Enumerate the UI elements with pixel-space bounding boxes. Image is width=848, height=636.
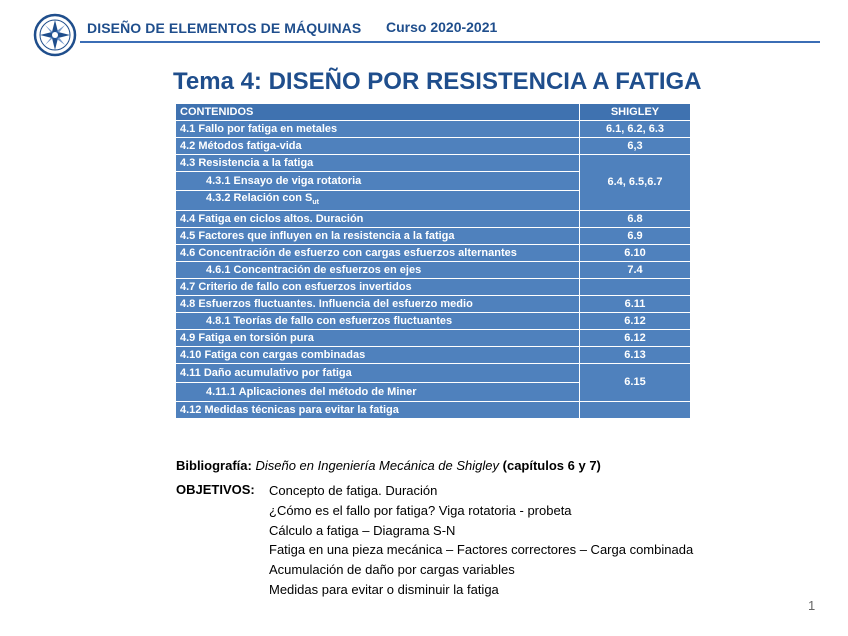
- topic-cell: 4.9 Fatiga en torsión pura: [176, 330, 580, 347]
- reference-cell: 6.10: [580, 245, 691, 262]
- topic-text: 4.3.2 Relación con S: [206, 192, 313, 204]
- topic-cell: 4.11 Daño acumulativo por fatiga: [176, 364, 580, 383]
- table-header-row: [176, 104, 691, 121]
- reference-cell: 6.4, 6.5,6.7: [580, 155, 691, 211]
- objective-item: Concepto de fatiga. Duración: [269, 483, 438, 498]
- topic-cell: 4.4 Fatiga en ciclos altos. Duración: [176, 211, 580, 228]
- table-row: [176, 347, 691, 364]
- table-row: [176, 245, 691, 262]
- reference-cell: 6.12: [580, 330, 691, 347]
- reference-cell: 6.11: [580, 296, 691, 313]
- reference-cell: 6.9: [580, 228, 691, 245]
- table-row: [176, 402, 691, 419]
- topic-cell: [176, 191, 580, 211]
- topic-cell: 4.5 Factores que influyen en la resistencia a la fatiga: [176, 228, 580, 245]
- table-row: [176, 313, 691, 330]
- course-title: DISEÑO DE ELEMENTOS DE MÁQUINAS: [87, 20, 362, 36]
- topic-cell: 4.2 Métodos fatiga-vida: [176, 138, 580, 155]
- contents-table: [175, 103, 691, 419]
- header-divider: [80, 41, 820, 43]
- bibliography-book: Diseño en Ingeniería Mecánica de Shigley: [255, 458, 500, 473]
- subscript-ut: ut: [312, 199, 319, 207]
- topic-cell: 4.8 Esfuerzos fluctuantes. Influencia del esfuerzo medio: [176, 296, 580, 313]
- topic-cell: 4.1 Fallo por fatiga en metales: [176, 121, 580, 138]
- slide-title: Tema 4: DISEÑO POR RESISTENCIA A FATIGA: [173, 68, 702, 95]
- table-row: [176, 262, 691, 279]
- topic-cell: 4.11.1 Aplicaciones del método de Miner: [176, 383, 580, 402]
- table-row: [176, 364, 691, 383]
- reference-cell: [580, 279, 691, 296]
- shigley-header: SHIGLEY: [580, 104, 691, 121]
- objective-item: Cálculo a fatiga – Diagrama S-N: [269, 522, 456, 538]
- objective-item: Fatiga en una pieza mecánica – Factores correctores – Carga combinada: [269, 542, 694, 558]
- page-number: 1: [808, 598, 816, 613]
- topic-cell: 4.12 Medidas técnicas para evitar la fatiga: [176, 402, 580, 419]
- topic-cell: 4.10 Fatiga con cargas combinadas: [176, 347, 580, 364]
- reference-cell: 7.4: [580, 262, 691, 279]
- reference-cell: 6.15: [580, 364, 691, 402]
- table-row: [176, 138, 691, 155]
- reference-cell: 6.13: [580, 347, 691, 364]
- topic-cell: 4.7 Criterio de fallo con esfuerzos invertidos: [176, 279, 580, 296]
- table-row: [176, 211, 691, 228]
- bibliography-chapters: (capítulos 6 y 7): [502, 458, 601, 473]
- table-row: [176, 296, 691, 313]
- table-row: [176, 121, 691, 138]
- objective-item: Acumulación de daño por cargas variables: [269, 562, 515, 578]
- table-row: [176, 155, 691, 172]
- objectives-list: [269, 481, 693, 600]
- reference-cell: [580, 402, 691, 419]
- reference-cell: 6.12: [580, 313, 691, 330]
- objective-item: ¿Cómo es el fallo por fatiga? Viga rotatoria - probeta: [269, 502, 572, 518]
- objective-item: Medidas para evitar o disminuir la fatiga: [269, 581, 499, 597]
- table-row: [176, 330, 691, 347]
- contents-header: CONTENIDOS: [176, 104, 580, 121]
- table-row: [176, 228, 691, 245]
- topic-cell: 4.6 Concentración de esfuerzo con cargas esfuerzos alternantes: [176, 245, 580, 262]
- table-row: [176, 279, 691, 296]
- objectives-label: OBJETIVOS:: [176, 482, 255, 497]
- topic-cell: 4.3.1 Ensayo de viga rotatoria: [176, 172, 580, 191]
- course-year: Curso 2020-2021: [386, 19, 498, 35]
- bibliography-label: Bibliografía:: [176, 458, 252, 473]
- topic-cell: 4.6.1 Concentración de esfuerzos en ejes: [176, 262, 580, 279]
- topic-cell: 4.8.1 Teorías de fallo con esfuerzos fluctuantes: [176, 313, 580, 330]
- topic-cell: 4.3 Resistencia a la fatiga: [176, 155, 580, 172]
- university-logo: [33, 13, 77, 57]
- reference-cell: 6,3: [580, 138, 691, 155]
- bibliography: [176, 458, 601, 473]
- reference-cell: 6.1, 6.2, 6.3: [580, 121, 691, 138]
- reference-cell: 6.8: [580, 211, 691, 228]
